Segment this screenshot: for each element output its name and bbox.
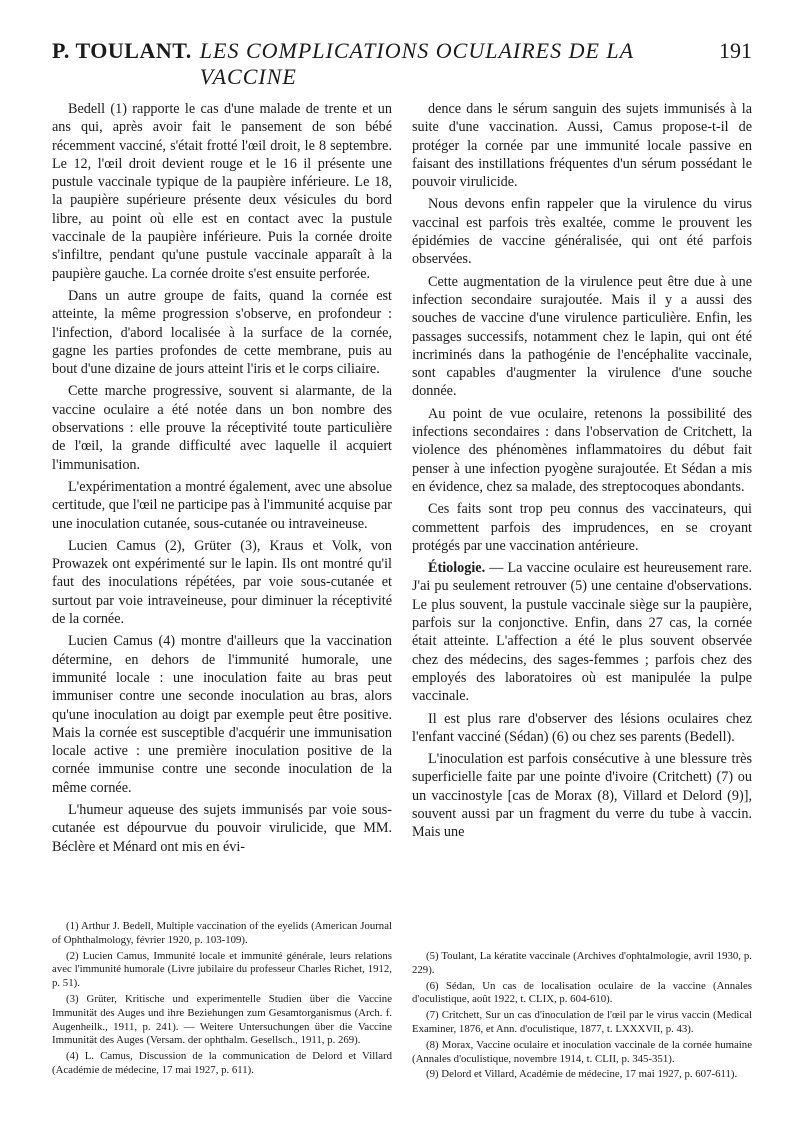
footnote: (7) Critchett, Sur un cas d'inoculation de l'œil par le virus vaccin (Medical Examiner, 1876, et Ann. d'oculistique, 1877, t. LXXXVII, p. 43). <box>412 1009 752 1035</box>
paragraph: Cette augmentation de la virulence peut être due à une infection secondaire surajoutée. Mais il y a aussi des souches de vaccine d'une virulence particulière. Enfin, les passages successifs, notamment chez le lapin, qui ont été incriminés dans la pathogénie de l'encéphalite vaccinale, sont capables d'augmenter la virulence d'une souche donnée. <box>412 273 752 400</box>
paragraph: L'humeur aqueuse des sujets immunisés par voie sous-cutanée est dépourvue du pouvoir virulicide, que MM. Béclère et Ménard ont mis en évi- <box>52 801 392 855</box>
paragraph: Lucien Camus (2), Grüter (3), Kraus et Volk, von Prowazek ont expérimenté sur le lapin. Ils ont montré qu'il faut des inoculations répétées, par voie sous-cutanée et surtout par voie intraveineuse, pour diminuer la réceptivité de la cornée. <box>52 537 392 628</box>
right-column-text <box>412 100 752 940</box>
header-title: LES COMPLICATIONS OCULAIRES DE LA VACCINE <box>199 38 634 89</box>
paragraph: dence dans le sérum sanguin des sujets immunisés à la suite d'une vaccination. Aussi, Camus propose-t-il de protéger la cornée par une immunité locale passive en faisant des instillations fréquentes d'un sérum possédant le pouvoir virulicide. <box>412 101 752 191</box>
paragraph: Ces faits sont trop peu connus des vaccinateurs, qui commettent parfois des imprudences, en se croyant protégés par une vaccination antérieure. <box>412 501 752 554</box>
footnote: (8) Morax, Vaccine oculaire et inoculation vaccinale de la cornée humaine (Annales d'oculistique, novembre 1914, t. CLII, p. 345-351). <box>412 1038 752 1065</box>
paragraph: Bedell (1) rapporte le cas d'une malade de trente et un ans qui, après avoir fait le pansement de son bébé récemment vacciné, s'était frotté l'œil droit, le 8 septembre. Le 12, l'œil droit devient rouge et le 16 il présente une pustule vaccinale typique de la paupière inférieure. Le 18, la paupière supérieure présente deux vésicules du bord libre, au point où elle est en contact avec la pustule vaccinale de la paupière inférieure. Puis la cornée droite s'infiltre, pendant qu'une pustule vaccinale apparaît à la paupière gauche. La cornée droite s'est ensuite perforée. <box>52 101 392 282</box>
left-column <box>52 100 392 1084</box>
two-column-body <box>52 100 752 1084</box>
footnote: (2) Lucien Camus, Immunité locale et immunité générale, leurs relations avec l'immunité humorale (Livre jubilaire du professeur Charles Richet, 1912, p. 51). <box>52 949 392 990</box>
paragraph: Dans un autre groupe de faits, quand la cornée est atteinte, la même progression s'observe, en profondeur : l'infection, d'abord localisée à la surface de la cornée, gagne les parties profondes de cette membrane, puis au bout d'une dizaine de jours atteint l'iris et le corps ciliaire. <box>52 287 392 378</box>
paragraph: Lucien Camus (4) montre d'ailleurs que la vaccination détermine, en dehors de l'immunité humorale, une immunité locale : une inoculation faite au bras peut immuniser contre une seconde inoculation au bras, alors qu'une inoculation au doigt par exemple peut être positive. Mais la cornée est susceptible d'acquérir une immunisation locale active : une première inoculation positive de la cornée immunise contre une seconde inoculation de la même cornée. <box>52 633 392 796</box>
page-number: 191 <box>719 38 752 63</box>
footnote: (5) Toulant, La kératite vaccinale (Archives d'ophtalmologie, avril 1930, p. 229). <box>412 950 752 976</box>
paragraph: Il est plus rare d'observer des lésions oculaires chez l'enfant vacciné (Sédan) (6) ou chez ses parents (Bedell). <box>412 710 752 745</box>
etiology-paragraph <box>412 559 752 705</box>
page <box>52 38 752 1128</box>
footnote: (3) Grüter, Kritische und experimentelle Studien über die Vaccine Immunität des Auges und ihre Beziehungen zum Gesamtorganismus (Arch. f. Augenheilk., 1911, p. 241). — Weitere Untersuchungen über die Vaccine Immunität des Auges (Versam. der ophthalm. Gesellsch., 1911, p. 269). <box>52 992 392 1047</box>
right-footnotes <box>412 950 752 1082</box>
right-column <box>412 100 752 1084</box>
paragraph: L'expérimentation a montré également, avec une absolue certitude, que l'œil ne participe pas à l'immunité acquise par une inoculation cutanée, sous-cutanée ou intraveineuse. <box>52 478 392 532</box>
paragraph: L'inoculation est parfois consécutive à une blessure très superficielle faite par une pointe d'ivoire (Critchett) (7) ou un vaccinostyle [cas de Morax (8), Villard et Delord (9)], souvent aussi par un fragment du verre du tube à vaccin. Mais une <box>412 751 752 841</box>
footnote: (6) Sédan, Un cas de localisation oculaire de la vaccine (Annales d'oculistique, août 1922, t. CLIX, p. 604-610). <box>412 979 752 1006</box>
footnote: (9) Delord et Villard, Académie de médecine, 17 mai 1927, p. 607-611). <box>426 1068 738 1081</box>
paragraph: Cette marche progressive, souvent si alarmante, de la vaccine oculaire a été notée dans un bon nombre des observations : elle prouve la réceptivité toute particulière de l'œil, la grande difficulté avec laquelle il acquiert l'immunisation. <box>52 383 392 473</box>
header-author: P. TOULANT. <box>52 38 192 63</box>
section-heading-etiology: Étiologie. <box>428 560 486 577</box>
left-footnotes <box>52 920 392 1078</box>
etiology-text: — La vaccine oculaire est heureusement rare. J'ai pu seulement retrouver (5) une centaine d'observations. Le plus souvent, la pustule vaccinale siège sur la paupière, parfois sur la conjonctive. Enfin, dans 27 cas, la cornée était atteinte. L'affection a été le plus souvent observée chez des médecins, des sages-femmes ; parfois chez des employés des laboratoires où est manipulée la pulpe vaccinale. <box>412 560 752 705</box>
running-header <box>52 38 752 90</box>
paragraph: Au point de vue oculaire, retenons la possibilité des infections secondaires : dans l'observation de Critchett, la violence des phénomènes inflammatoires du début fait penser à une infection pyogène surajoutée. Et Sédan a mis en évidence, chez sa malade, des streptocoques abondants. <box>412 405 752 495</box>
footnote: (4) L. Camus, Discussion de la communication de Delord et Villard (Académie de médecine, 17 mai 1927, p. 611). <box>52 1050 392 1076</box>
left-column-text <box>52 100 392 910</box>
footnote: (1) Arthur J. Bedell, Multiple vaccination of the eyelids (American Journal of Ophthalmology, février 1920, p. 103-109). <box>52 920 392 946</box>
paragraph: Nous devons enfin rappeler que la virulence du virus vaccinal est parfois très exaltée, comme le prouvent les épidémies de vaccine généralisée, qui ont été parfois observées. <box>412 196 752 268</box>
